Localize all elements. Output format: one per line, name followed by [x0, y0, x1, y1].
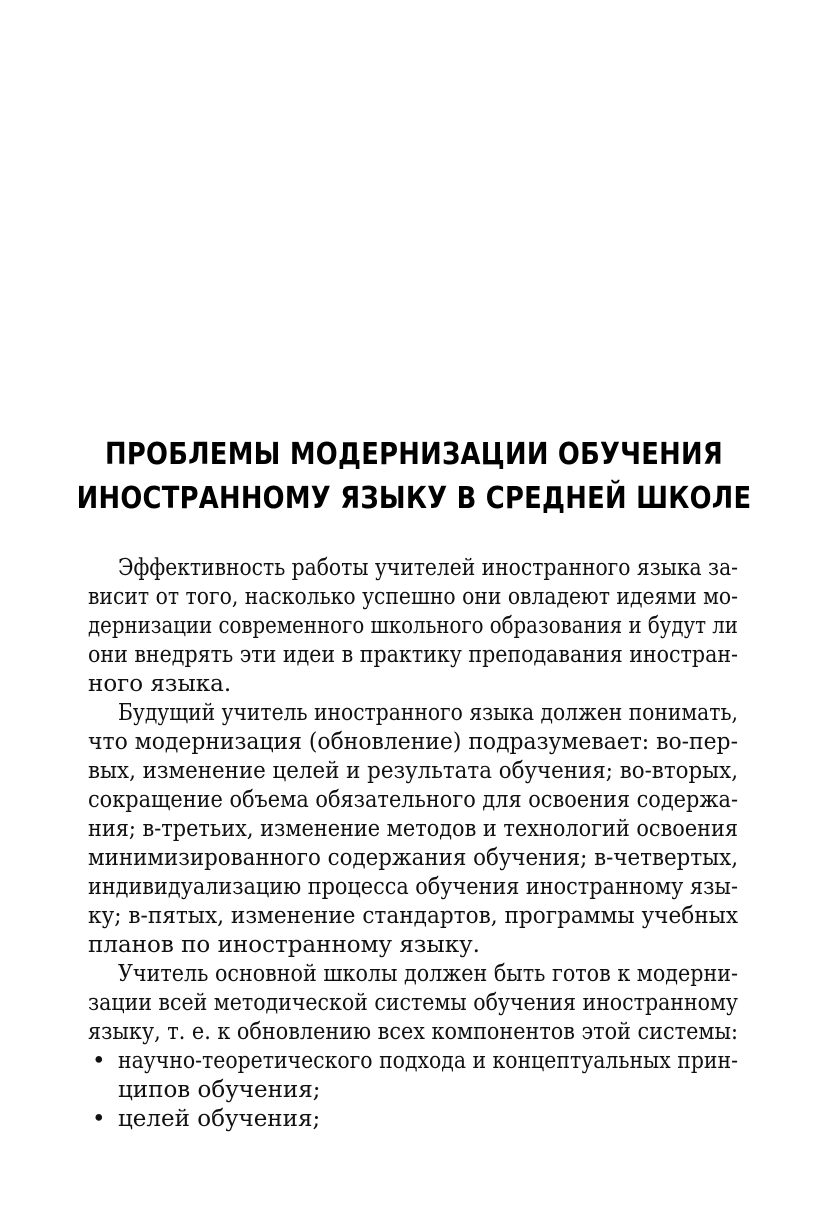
text-line: вых, изменение целей и результата обучения; во-вторых, [88, 758, 739, 784]
text-line: Эффективность работы учителей иностранного языка за- [118, 555, 739, 581]
text-line: индивидуализацию процесса обучения иностранному язы- [88, 874, 738, 900]
list-item [88, 1047, 738, 1105]
body-text [88, 554, 738, 1134]
chapter-heading [58, 433, 770, 521]
text-line: языку, т. е. к обновлению всех компонентов этой системы: [88, 1019, 739, 1045]
text-line: что модернизация (обновление) подразумевает: во-пер- [88, 729, 738, 755]
text-line: ния; в-третьих, изменение методов и технологий освоения [88, 816, 739, 842]
text-line: ципов обучения; [118, 1077, 321, 1103]
heading-line-1: ПРОБЛЕМЫ МОДЕРНИЗАЦИИ ОБУЧЕНИЯ [104, 437, 723, 472]
text-line: зации всей методической системы обучения иностранному [88, 990, 738, 1016]
bullet-marker: • [92, 1106, 106, 1132]
text-line: дернизации современного школьного образования и будут ли [88, 613, 738, 639]
text-line: Будущий учитель иностранного языка должен понимать, [118, 700, 738, 726]
text-line: Учитель основной школы должен быть готов к модерни- [118, 961, 738, 987]
text-line: минимизированного содержания обучения; в-четвертых, [88, 845, 739, 871]
text-line: ку; в-пятых, изменение стандартов, программы учебных [88, 903, 739, 929]
paragraph-1 [88, 554, 738, 699]
text-line: они внедрять эти идеи в практику преподавания иностран- [88, 642, 739, 668]
text-line: висит от того, насколько успешно они овладеют идеями мо- [88, 584, 739, 610]
bullet-list [88, 1047, 738, 1134]
text-line: ного языка. [88, 671, 232, 697]
bullet-marker: • [92, 1048, 106, 1074]
text-line: целей обучения; [118, 1106, 321, 1132]
text-line: научно-теоретического подхода и концептуальных прин- [118, 1048, 738, 1074]
text-line: сокращение объема обязательного для освоения содержа- [88, 787, 738, 813]
paragraph-3 [88, 960, 738, 1047]
text-line: планов по иностранному языку. [88, 932, 480, 958]
heading-line-2: ИНОСТРАННОМУ ЯЗЫКУ В СРЕДНЕЙ ШКОЛЕ [76, 481, 752, 516]
paragraph-2 [88, 699, 738, 960]
list-item [88, 1105, 738, 1134]
